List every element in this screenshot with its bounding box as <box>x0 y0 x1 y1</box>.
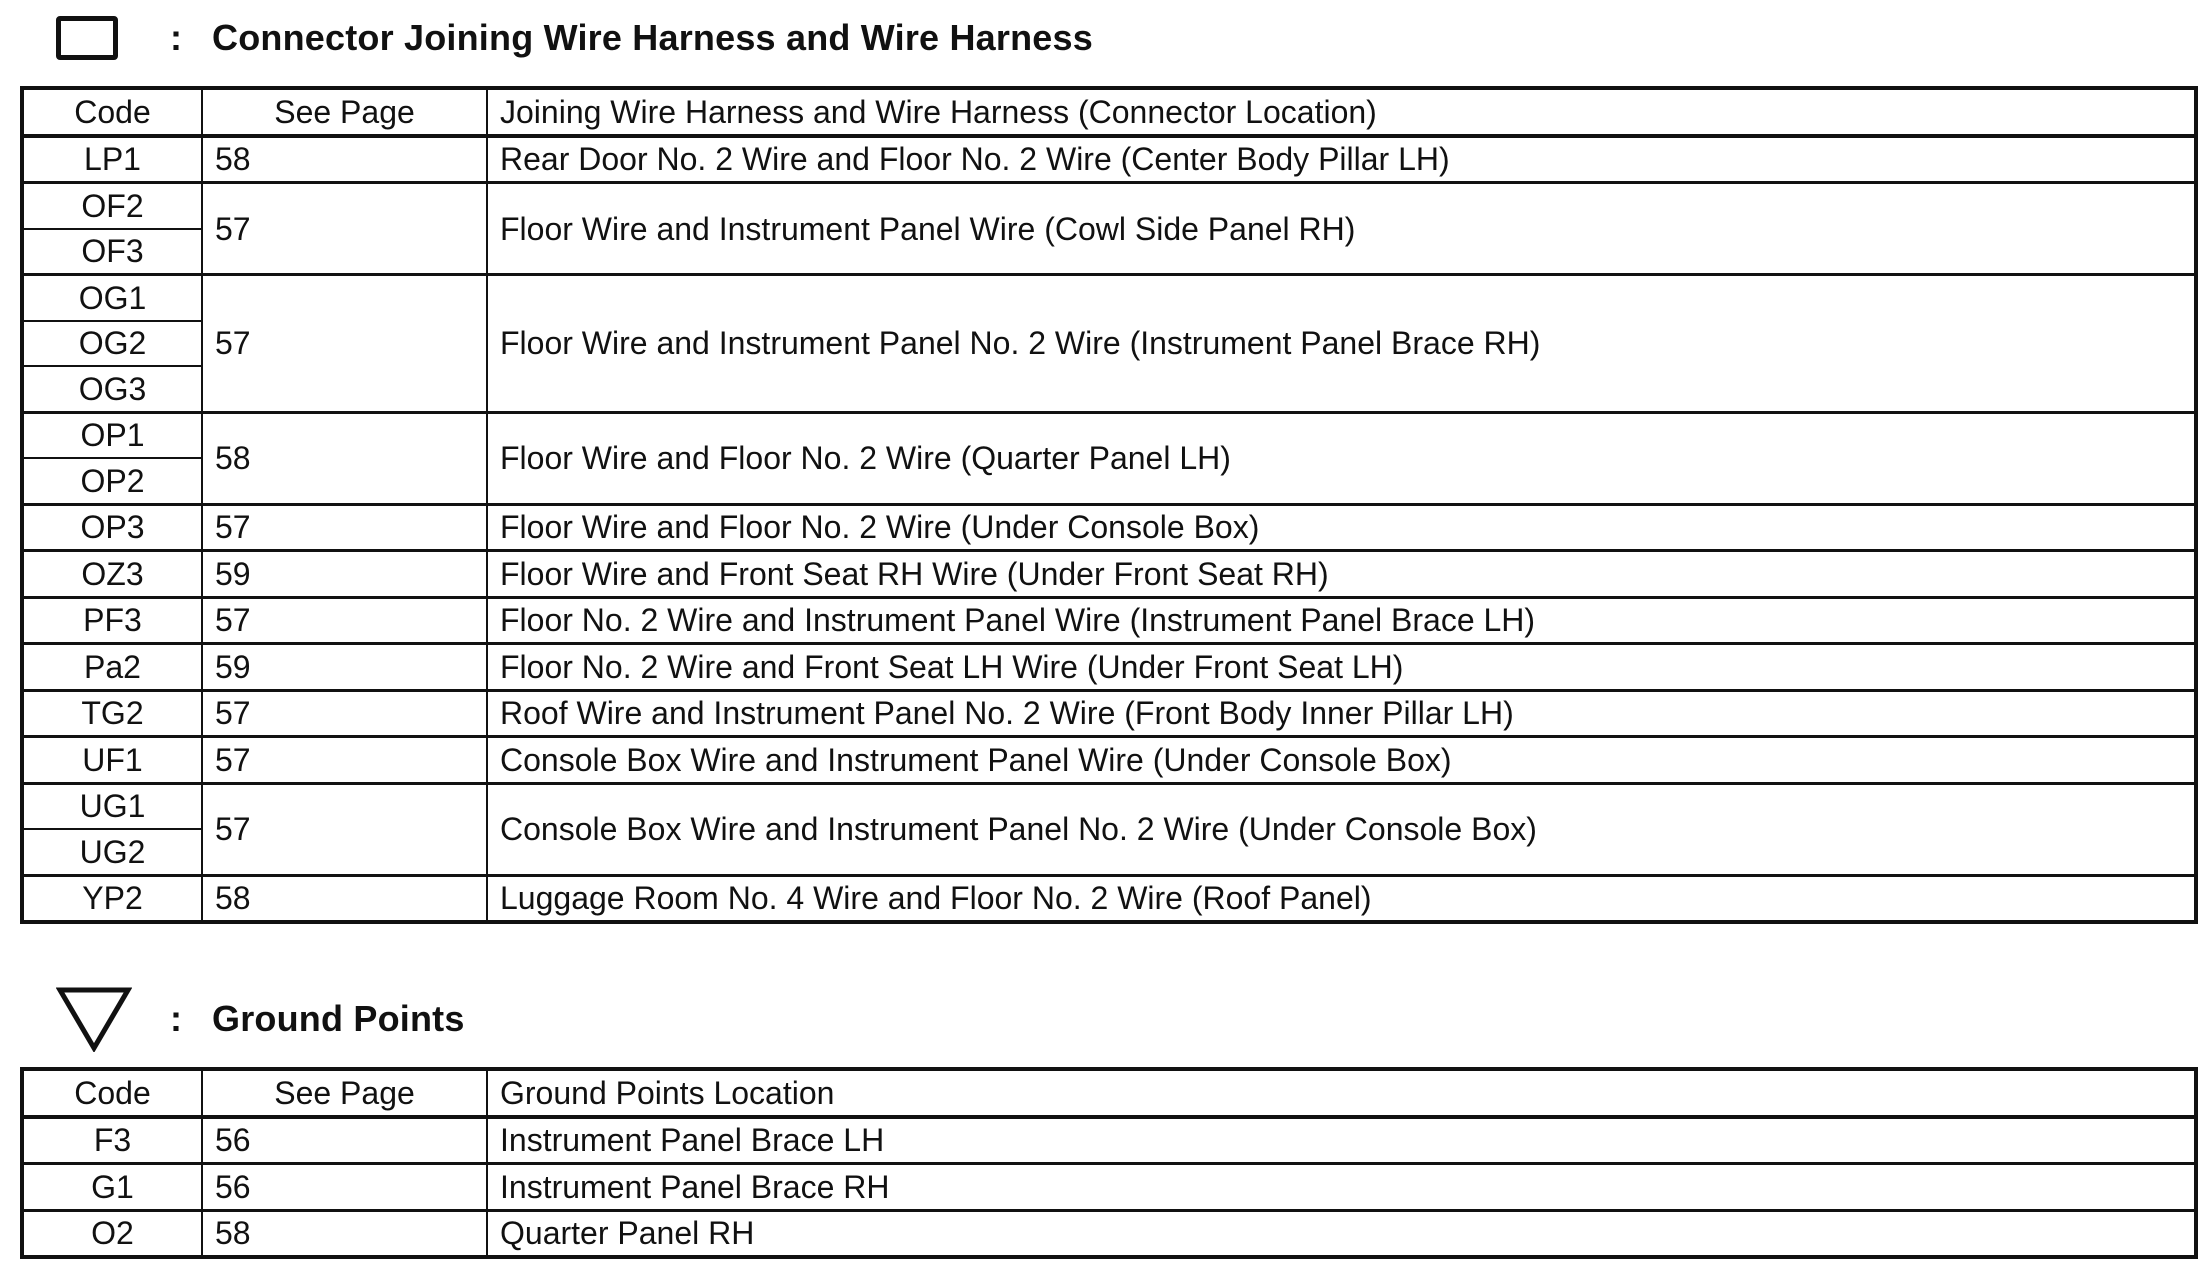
cell-code: LP1 <box>22 136 202 183</box>
cell-see-page: 57 <box>202 737 487 784</box>
cell-location: Floor No. 2 Wire and Front Seat LH Wire (Under Front Seat LH) <box>487 644 2196 691</box>
section-title: Ground Points <box>212 998 465 1039</box>
table-header-row <box>22 88 2196 136</box>
section-ground-header <box>56 986 465 1052</box>
cell-see-page: 59 <box>202 644 487 691</box>
cell-location: Luggage Room No. 4 Wire and Floor No. 2 Wire (Roof Panel) <box>487 875 2196 922</box>
table-row <box>22 504 2196 551</box>
cell-location: Floor Wire and Instrument Panel Wire (Cowl Side Panel RH) <box>487 183 2196 275</box>
cell-see-page: 57 <box>202 783 487 875</box>
table-row <box>22 644 2196 691</box>
header-location: Joining Wire Harness and Wire Harness (Connector Location) <box>487 88 2196 136</box>
cell-location: Console Box Wire and Instrument Panel No. 2 Wire (Under Console Box) <box>487 783 2196 875</box>
header-see-page: See Page <box>202 88 487 136</box>
table-row <box>22 1117 2196 1164</box>
table-row <box>22 136 2196 183</box>
cell-code: OP3 <box>22 504 202 551</box>
cell-see-page: 57 <box>202 275 487 413</box>
cell-code: G1 <box>22 1164 202 1211</box>
connector-table <box>20 86 2198 924</box>
cell-code: UF1 <box>22 737 202 784</box>
cell-code: OF3 <box>22 229 202 275</box>
table-row <box>22 412 2196 458</box>
cell-code: UG1 <box>22 783 202 829</box>
cell-location: Floor Wire and Front Seat RH Wire (Under Front Seat RH) <box>487 551 2196 598</box>
header-see-page: See Page <box>202 1069 487 1117</box>
table-row <box>22 875 2196 922</box>
cell-code: F3 <box>22 1117 202 1164</box>
cell-location: Console Box Wire and Instrument Panel Wire (Under Console Box) <box>487 737 2196 784</box>
cell-see-page: 57 <box>202 690 487 737</box>
section-colon: : <box>170 998 182 1039</box>
cell-location: Instrument Panel Brace LH <box>487 1117 2196 1164</box>
table-row <box>22 783 2196 829</box>
table-row <box>22 183 2196 229</box>
cell-code: Pa2 <box>22 644 202 691</box>
cell-location: Roof Wire and Instrument Panel No. 2 Wire (Front Body Inner Pillar LH) <box>487 690 2196 737</box>
cell-see-page: 57 <box>202 183 487 275</box>
cell-location: Floor Wire and Floor No. 2 Wire (Quarter Panel LH) <box>487 412 2196 504</box>
cell-code: UG2 <box>22 829 202 875</box>
section-title: Connector Joining Wire Harness and Wire Harness <box>212 17 1093 58</box>
cell-see-page: 58 <box>202 412 487 504</box>
cell-code: OP2 <box>22 458 202 504</box>
cell-code: OF2 <box>22 183 202 229</box>
cell-location: Floor No. 2 Wire and Instrument Panel Wire (Instrument Panel Brace LH) <box>487 597 2196 644</box>
cell-location: Instrument Panel Brace RH <box>487 1164 2196 1211</box>
cell-code: OP1 <box>22 412 202 458</box>
cell-see-page: 56 <box>202 1117 487 1164</box>
table-row <box>22 737 2196 784</box>
header-location: Ground Points Location <box>487 1069 2196 1117</box>
table-row <box>22 597 2196 644</box>
cell-location: Quarter Panel RH <box>487 1210 2196 1257</box>
header-code: Code <box>22 1069 202 1117</box>
cell-see-page: 59 <box>202 551 487 598</box>
table-row <box>22 275 2196 321</box>
cell-location: Floor Wire and Instrument Panel No. 2 Wire (Instrument Panel Brace RH) <box>487 275 2196 413</box>
cell-location: Rear Door No. 2 Wire and Floor No. 2 Wire (Center Body Pillar LH) <box>487 136 2196 183</box>
cell-see-page: 58 <box>202 875 487 922</box>
table-row <box>22 690 2196 737</box>
triangle-down-icon <box>56 986 132 1052</box>
cell-code: OG2 <box>22 321 202 367</box>
cell-code: PF3 <box>22 597 202 644</box>
cell-see-page: 58 <box>202 1210 487 1257</box>
cell-see-page: 56 <box>202 1164 487 1211</box>
table-row <box>22 1210 2196 1257</box>
section-colon: : <box>170 17 182 58</box>
cell-see-page: 57 <box>202 504 487 551</box>
cell-code: YP2 <box>22 875 202 922</box>
table-row <box>22 551 2196 598</box>
rectangle-icon <box>56 16 118 60</box>
cell-code: TG2 <box>22 690 202 737</box>
cell-code: OG1 <box>22 275 202 321</box>
header-code: Code <box>22 88 202 136</box>
table-row <box>22 1164 2196 1211</box>
ground-points-table <box>20 1067 2198 1259</box>
table-header-row <box>22 1069 2196 1117</box>
cell-code: OZ3 <box>22 551 202 598</box>
cell-code: OG3 <box>22 366 202 412</box>
cell-see-page: 58 <box>202 136 487 183</box>
cell-location: Floor Wire and Floor No. 2 Wire (Under Console Box) <box>487 504 2196 551</box>
section-connector-header <box>56 16 1093 60</box>
cell-code: O2 <box>22 1210 202 1257</box>
cell-see-page: 57 <box>202 597 487 644</box>
